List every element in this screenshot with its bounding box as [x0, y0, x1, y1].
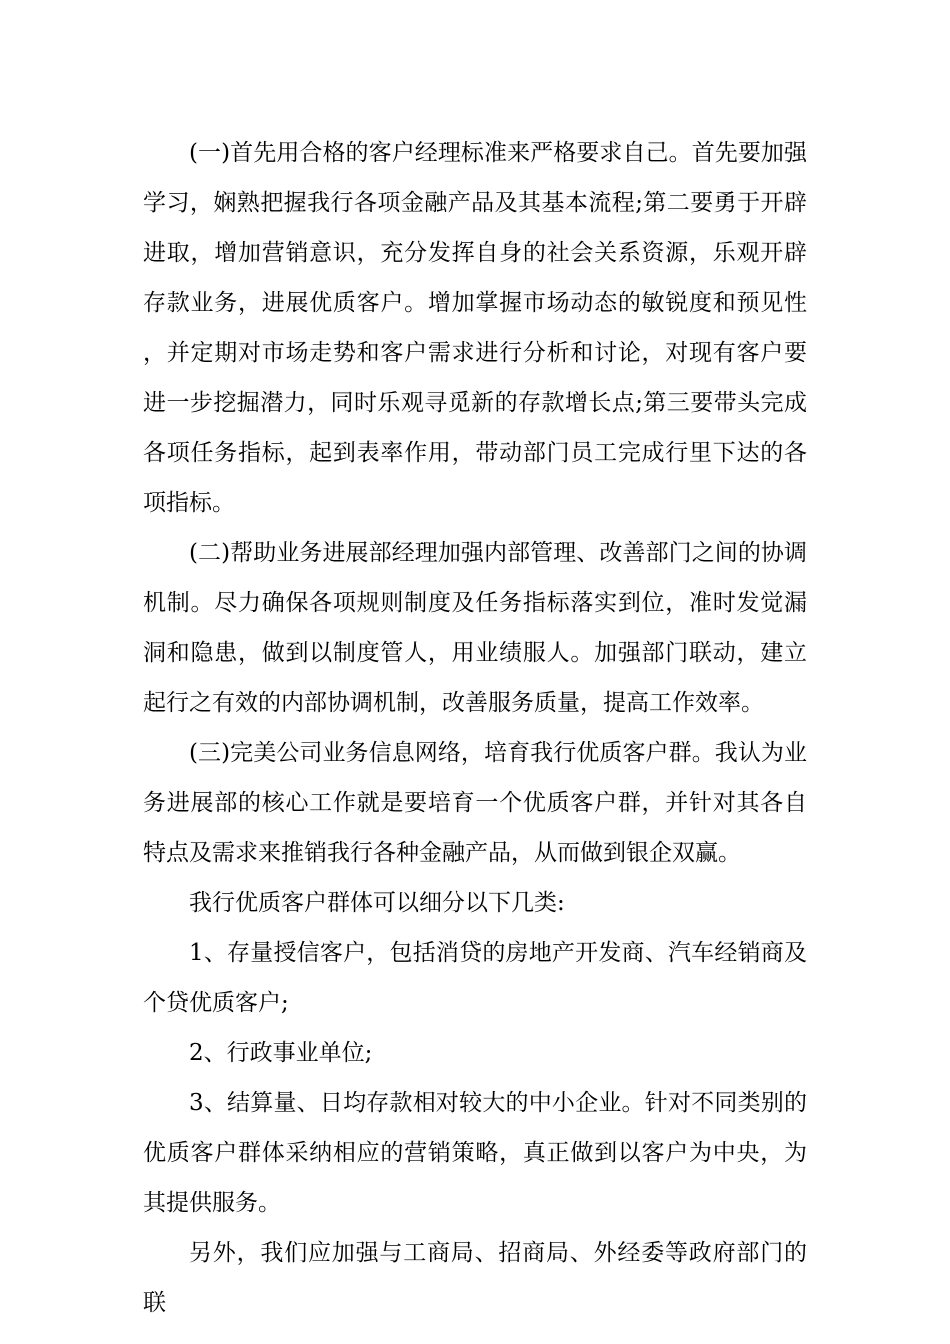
- paragraph-8: 另外，我们应加强与工商局、招商局、外经委等政府部门的联: [143, 1240, 807, 1316]
- paragraph-6: 2、行政事业单位;: [189, 1040, 373, 1066]
- document-body: [143, 128, 807, 1328]
- paragraph-7: 3、结算量、日均存款相对较大的中小企业。针对不同类别的优质客户群体采纳相应的营销策略，真正做到以客户为中央，为其提供服务。: [143, 1090, 807, 1216]
- paragraph-4: 我行优质客户群体可以细分以下几类:: [189, 890, 565, 916]
- paragraph-5: 1、存量授信客户，包括消贷的房地产开发商、汽车经销商及个贷优质客户;: [143, 940, 807, 1016]
- paragraph-2: (二)帮助业务进展部经理加强内部管理、改善部门之间的协调机制。尽力确保各项规则制度及任务指标落实到位，准时发觉漏洞和隐患，做到以制度管人，用业绩服人。加强部门联动，建立起行之有效的内部协调机制，改善服务质量，提高工作效率。: [143, 540, 807, 716]
- paragraph-1: (一)首先用合格的客户经理标准来严格要求自己。首先要加强学习，娴熟把握我行各项金融产品及其基本流程;第二要勇于开辟进取，增加营销意识，充分发挥自身的社会关系资源，乐观开辟存款业务，进展优质客户。增加掌握市场动态的敏锐度和预见性，并定期对市场走势和客户需求进行分析和讨论，对现有客户要进一步挖掘潜力，同时乐观寻觅新的存款增长点;第三要带头完成各项任务指标，起到表率作用，带动部门员工完成行里下达的各项指标。: [143, 140, 807, 516]
- paragraph-3: (三)完美公司业务信息网络，培育我行优质客户群。我认为业务进展部的核心工作就是要培育一个优质客户群，并针对其各自特点及需求来推销我行各种金融产品，从而做到银企双赢。: [143, 740, 807, 866]
